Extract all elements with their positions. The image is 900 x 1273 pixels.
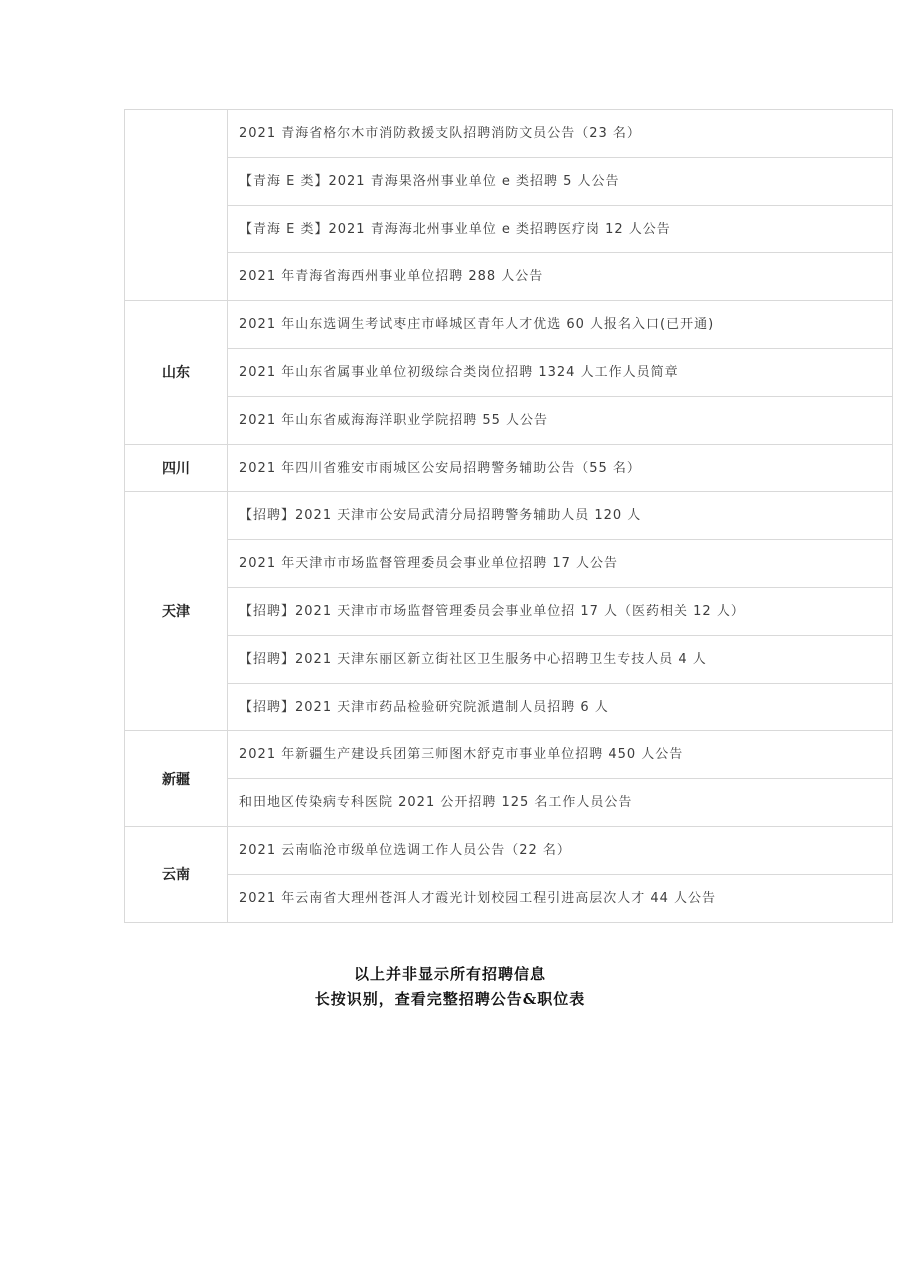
table-row	[125, 683, 893, 731]
footer-note	[0, 962, 900, 1012]
table-row	[125, 492, 893, 540]
region-label: 云南	[125, 826, 228, 922]
job-link[interactable]: 2021 年山东省威海海洋职业学院招聘 55 人公告	[228, 396, 893, 444]
region-label: 新疆	[125, 731, 228, 827]
region-label: 山东	[125, 301, 228, 444]
region-label: 四川	[125, 444, 228, 492]
table-row	[125, 540, 893, 588]
job-link[interactable]: 2021 年天津市市场监督管理委员会事业单位招聘 17 人公告	[228, 540, 893, 588]
table-row	[125, 587, 893, 635]
table-row	[125, 731, 893, 779]
region-label: 天津	[125, 492, 228, 731]
job-link[interactable]: 2021 年山东省属事业单位初级综合类岗位招聘 1324 人工作人员简章	[228, 348, 893, 396]
table-row	[125, 396, 893, 444]
job-link[interactable]: 和田地区传染病专科医院 2021 公开招聘 125 名工作人员公告	[228, 779, 893, 827]
job-link[interactable]: 2021 年云南省大理州苍洱人才霞光计划校园工程引进高层次人才 44 人公告	[228, 874, 893, 922]
job-link[interactable]: 2021 年山东选调生考试枣庄市峄城区青年人才优选 60 人报名入口(已开通)	[228, 301, 893, 349]
table-row	[125, 635, 893, 683]
table-row	[125, 348, 893, 396]
footer-line-1: 以上并非显示所有招聘信息	[353, 965, 546, 983]
job-link[interactable]: 2021 年新疆生产建设兵团第三师图木舒克市事业单位招聘 450 人公告	[228, 731, 893, 779]
job-link[interactable]: 2021 年青海省海西州事业单位招聘 288 人公告	[228, 253, 893, 301]
table-row	[125, 874, 893, 922]
table-row	[125, 157, 893, 205]
table-row	[125, 444, 893, 492]
job-link[interactable]: 【招聘】2021 天津市市场监督管理委员会事业单位招 17 人（医药相关 12 人）	[228, 587, 893, 635]
job-link[interactable]: 【招聘】2021 天津市药品检验研究院派遣制人员招聘 6 人	[228, 683, 893, 731]
table-row	[125, 779, 893, 827]
table-row	[125, 826, 893, 874]
table-row	[125, 301, 893, 349]
job-link[interactable]: 2021 青海省格尔木市消防救援支队招聘消防文员公告（23 名）	[228, 110, 893, 158]
job-link[interactable]: 【青海 E 类】2021 青海海北州事业单位 e 类招聘医疗岗 12 人公告	[228, 205, 893, 253]
job-link[interactable]: 【招聘】2021 天津市公安局武清分局招聘警务辅助人员 120 人	[228, 492, 893, 540]
region-label	[125, 110, 228, 301]
job-link[interactable]: 【招聘】2021 天津东丽区新立街社区卫生服务中心招聘卫生专技人员 4 人	[228, 635, 893, 683]
footer-line-2: 长按识别，查看完整招聘公告&职位表	[314, 990, 586, 1008]
job-link[interactable]: 2021 年四川省雅安市雨城区公安局招聘警务辅助公告（55 名）	[228, 444, 893, 492]
table-row	[125, 253, 893, 301]
job-link[interactable]: 2021 云南临沧市级单位选调工作人员公告（22 名）	[228, 826, 893, 874]
job-link[interactable]: 【青海 E 类】2021 青海果洛州事业单位 e 类招聘 5 人公告	[228, 157, 893, 205]
table-row	[125, 205, 893, 253]
recruitment-table	[124, 109, 893, 923]
table-row	[125, 110, 893, 158]
recruitment-table-body	[125, 110, 893, 923]
